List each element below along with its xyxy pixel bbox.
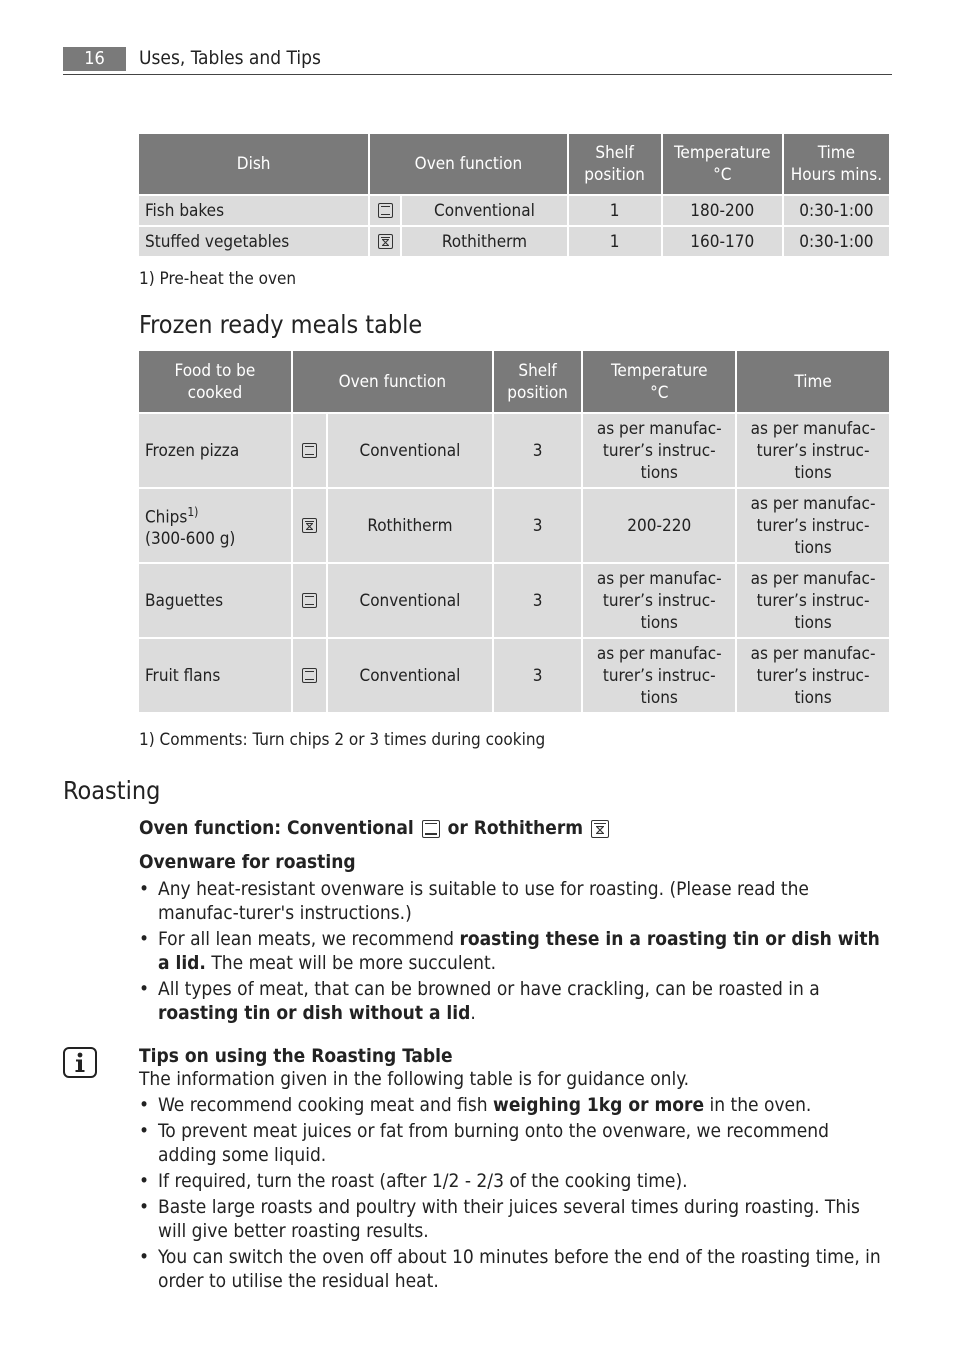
list-item: • All types of meat, that can be browned or have crackling, can be roasted in a roasting tin or dish without a lid. [139,977,891,1025]
food-cell: Chips$^{1)}$ (300-600 g) [139,489,291,562]
section-title: Uses, Tables and Tips [139,47,321,69]
ovenware-list [139,877,891,1027]
col-time: Time Hours mins. [784,134,889,194]
list-item: • For all lean meats, we recommend roasting these in a roasting tin or dish with a lid. The meat will be more succulent. [139,927,891,975]
col-oven-function: Oven function [370,134,566,194]
frozen-footnote: 1) Comments: Turn chips 2 or 3 times during cooking [139,730,546,750]
dish-cell: Stuffed vegetables [139,227,368,256]
shelf-cell: 1 [569,196,661,225]
function-cell: Conventional [328,414,492,487]
table-row [139,414,889,487]
conventional-icon [293,564,326,637]
temp-cell: 180-200 [663,196,782,225]
rotitherm-icon [370,227,400,256]
time-cell: as per manufac- turer’s instruc- tions [737,639,889,712]
roasting-title: Roasting [63,776,161,805]
shelf-cell: 3 [494,489,581,562]
tips-title: Tips on using the Roasting Table [139,1045,453,1067]
temp-cell: 200-220 [583,489,735,562]
food-cell: Frozen pizza [139,414,291,487]
temp-cell: as per manufac- turer’s instruc- tions [583,414,735,487]
frozen-table [137,349,891,714]
table-row [139,196,889,225]
col-shelf: Shelf position [569,134,661,194]
col-time: Time [737,351,889,412]
function-cell: Rothitherm [328,489,492,562]
temp-cell: as per manufac- turer’s instruc- tions [583,564,735,637]
header-divider [63,74,892,75]
dish-cell: Fish bakes [139,196,368,225]
time-cell: 0:30-1:00 [784,196,889,225]
function-cell: Conventional [328,564,492,637]
shelf-cell: 1 [569,227,661,256]
shelf-cell: 3 [494,639,581,712]
food-cell: Baguettes [139,564,291,637]
table-row [139,639,889,712]
tips-intro: The information given in the following table is for guidance only. [139,1068,690,1090]
temp-cell: 160-170 [663,227,782,256]
conventional-icon [293,414,326,487]
function-cell: Conventional [402,196,566,225]
conventional-icon [422,820,440,838]
frozen-title: Frozen ready meals table [139,310,423,339]
info-icon [63,1047,97,1078]
temp-cell: as per manufac- turer’s instruc- tions [583,639,735,712]
list-item: • You can switch the oven off about 10 minutes before the end of the roasting time, in order to utilise the residual heat. [139,1245,891,1293]
table1-footnote: 1) Pre-heat the oven [139,269,297,289]
time-cell: as per manufac- turer’s instruc- tions [737,414,889,487]
col-temperature: Temperature °C [663,134,782,194]
shelf-cell: 3 [494,414,581,487]
list-item: • We recommend cooking meat and fish weighing 1kg or more in the oven. [139,1093,891,1117]
list-item: • To prevent meat juices or fat from burning onto the ovenware, we recommend adding some liquid. [139,1119,891,1167]
conventional-icon [293,639,326,712]
time-cell: as per manufac- turer’s instruc- tions [737,564,889,637]
shelf-cell: 3 [494,564,581,637]
rotitherm-icon [591,820,609,838]
oven-function-line: Oven function: Conventional or Rothitherm [139,816,609,840]
time-cell: 0:30-1:00 [784,227,889,256]
table-row [139,227,889,256]
col-shelf: Shelf position [494,351,581,412]
dish-table [137,132,891,258]
col-dish: Dish [139,134,368,194]
list-item: • Baste large roasts and poultry with their juices several times during roasting. This will give better roasting results. [139,1195,891,1243]
col-oven-function: Oven function [293,351,492,412]
function-cell: Conventional [328,639,492,712]
page-number: 16 [63,47,126,71]
table-row [139,564,889,637]
function-cell: Rothitherm [402,227,566,256]
list-item: • If required, turn the roast (after 1/2 - 2/3 of the cooking time). [139,1169,891,1193]
conventional-icon [370,196,400,225]
ovenware-title: Ovenware for roasting [139,851,356,873]
time-cell: as per manufac- turer’s instruc- tions [737,489,889,562]
col-food: Food to be cooked [139,351,291,412]
rotitherm-icon [293,489,326,562]
list-item: • Any heat-resistant ovenware is suitable to use for roasting. (Please read the manufac-turer's instructions.) [139,877,891,925]
food-cell: Fruit flans [139,639,291,712]
table-row [139,489,889,562]
tips-list [139,1093,891,1295]
col-temperature: Temperature °C [583,351,735,412]
